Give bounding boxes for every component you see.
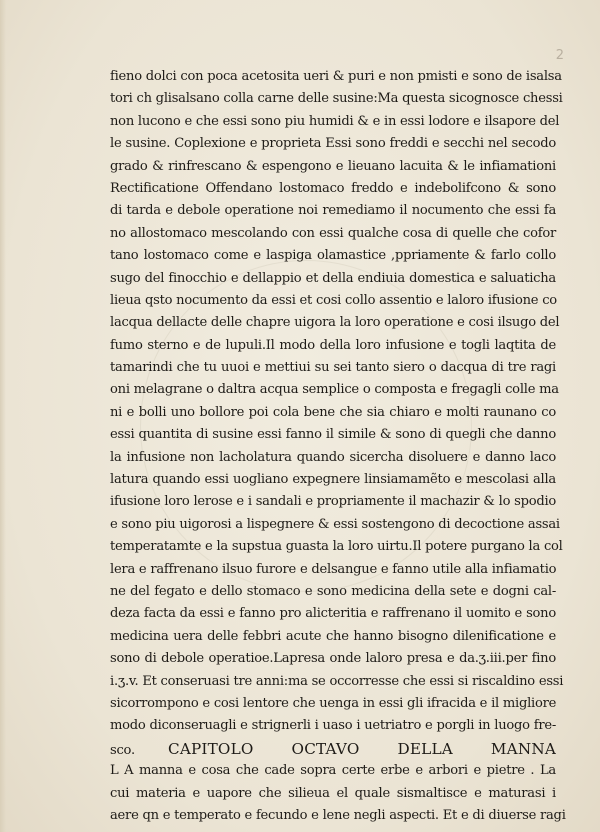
chapter-text-line: cui materia e uapore che silieua el quale sismaltisce e maturasi i — [110, 785, 556, 801]
text-line: ne del fegato e dello stomaco e sono medicina della sete e dogni cal- — [110, 583, 556, 599]
text-line: lacqua dellacte delle chapre uigora la loro operatione e cosi ilsugo del — [110, 315, 560, 331]
text-line: fumo sterno e de lupuli.Il modo della loro infusione e togli laqtita de — [110, 337, 556, 353]
text-line: medicina uera delle febbri acute che hanno bisogno dilenificatione e — [110, 628, 556, 644]
text-line: lera e raffrenano ilsuo furore e delsangue e fanno utile alla infiamatio — [110, 561, 557, 577]
page-number: 2 — [555, 48, 564, 63]
text-line: fieno dolci con poca acetosita ueri & puri e non pmisti e sono de isalsa — [110, 69, 562, 84]
text-block — [110, 66, 566, 827]
text-line: sicorrompono e cosi lentore che uenga in essi gli ifracida e il migliore — [110, 695, 557, 711]
closing-line-with-heading — [110, 738, 556, 760]
text-line: e sono piu uigorosi a lispegnere & essi sostengono di decoctione assai — [110, 516, 560, 532]
text-line: tori ch glisalsano colla carne delle susine:Ma questa sicognosce chessi — [110, 91, 563, 107]
text-line: non lucono e che essi sono piu humidi & e in essi lodore e ilsapore del — [110, 113, 560, 129]
chapter-heading: CAPITOLO OCTAVO DELLA MANNA — [168, 739, 556, 758]
text-line: la infusione non lacholatura quando sicercha disoluere e danno laco — [110, 449, 556, 465]
text-line: di tarda e debole operatione noi remediamo il nocumento che essi fa — [110, 203, 556, 219]
text-line: essi quantita di susine essi fanno il simile & sono di quegli che danno — [110, 427, 556, 443]
text-line: temperatamte e la supstua guasta la loro uirtu.Il potere purgano la col — [110, 539, 563, 555]
text-line: ni e bolli uno bollore poi cola bene che sia chiaro e molti raunano co — [110, 404, 556, 420]
text-line: sono di debole operatioe.Lapresa onde laloro presa e da.ʒ.iii.per fino — [110, 651, 556, 667]
chapter-text-line: aere qn e temperato e fecundo e lene negli aspecti. Et e di diuerse ragi — [110, 807, 566, 823]
text-line: tano lostomaco come e laspiga olamastice ,ppriamente & farlo collo — [110, 248, 556, 264]
text-line: grado & rinfrescano & espengono e lieuano lacuita & le infiamationi — [110, 158, 556, 174]
text-line: no allostomaco mescolando con essi qualche cosa di quelle che cofor — [110, 225, 556, 241]
text-line: le susine. Coplexione e proprieta Essi sono freddi e secchi nel secodo — [110, 136, 556, 152]
text-line: tamarindi che tu uuoi e mettiui su sei tanto siero o dacqua di tre ragi — [110, 360, 556, 376]
text-line: Rectificatione Offendano lostomaco freddo e indebolifcono & sono — [110, 180, 556, 196]
text-line: deza facta da essi e fanno pro alicteritia e raffrenano il uomito e sono — [110, 606, 556, 622]
text-line: oni melagrane o daltra acqua semplice o composta e fregagli colle ma — [110, 382, 559, 398]
text-line: ifusione loro lerose e i sandali e propriamente il machazir & lo spodio — [110, 494, 557, 510]
text-line: modo diconseruagli e strignerli i uaso i uetriatro e porgli in luogo fre- — [110, 718, 556, 734]
chapter-text-line: L A manna e cosa che cade sopra certe erbe e arbori e pietre . La — [110, 763, 556, 779]
body-paragraph — [110, 66, 564, 738]
chapter-paragraph — [110, 760, 566, 827]
text-line: sugo del finocchio e dellappio et della endiuia domestica e saluaticha — [110, 270, 556, 286]
text-line: lieua qsto nocumento da essi et cosi collo assentio e laloro ifusione co — [110, 292, 557, 308]
page-binding-shadow — [0, 0, 6, 832]
closing-word: sco. — [110, 742, 135, 758]
text-line: latura quando essi uogliano expegnere linsiamamẽto e mescolasi alla — [110, 472, 556, 488]
text-line: i.ʒ.v. Et conseruasi tre anni:ma se occorresse che essi si riscaldino essi — [110, 673, 564, 689]
